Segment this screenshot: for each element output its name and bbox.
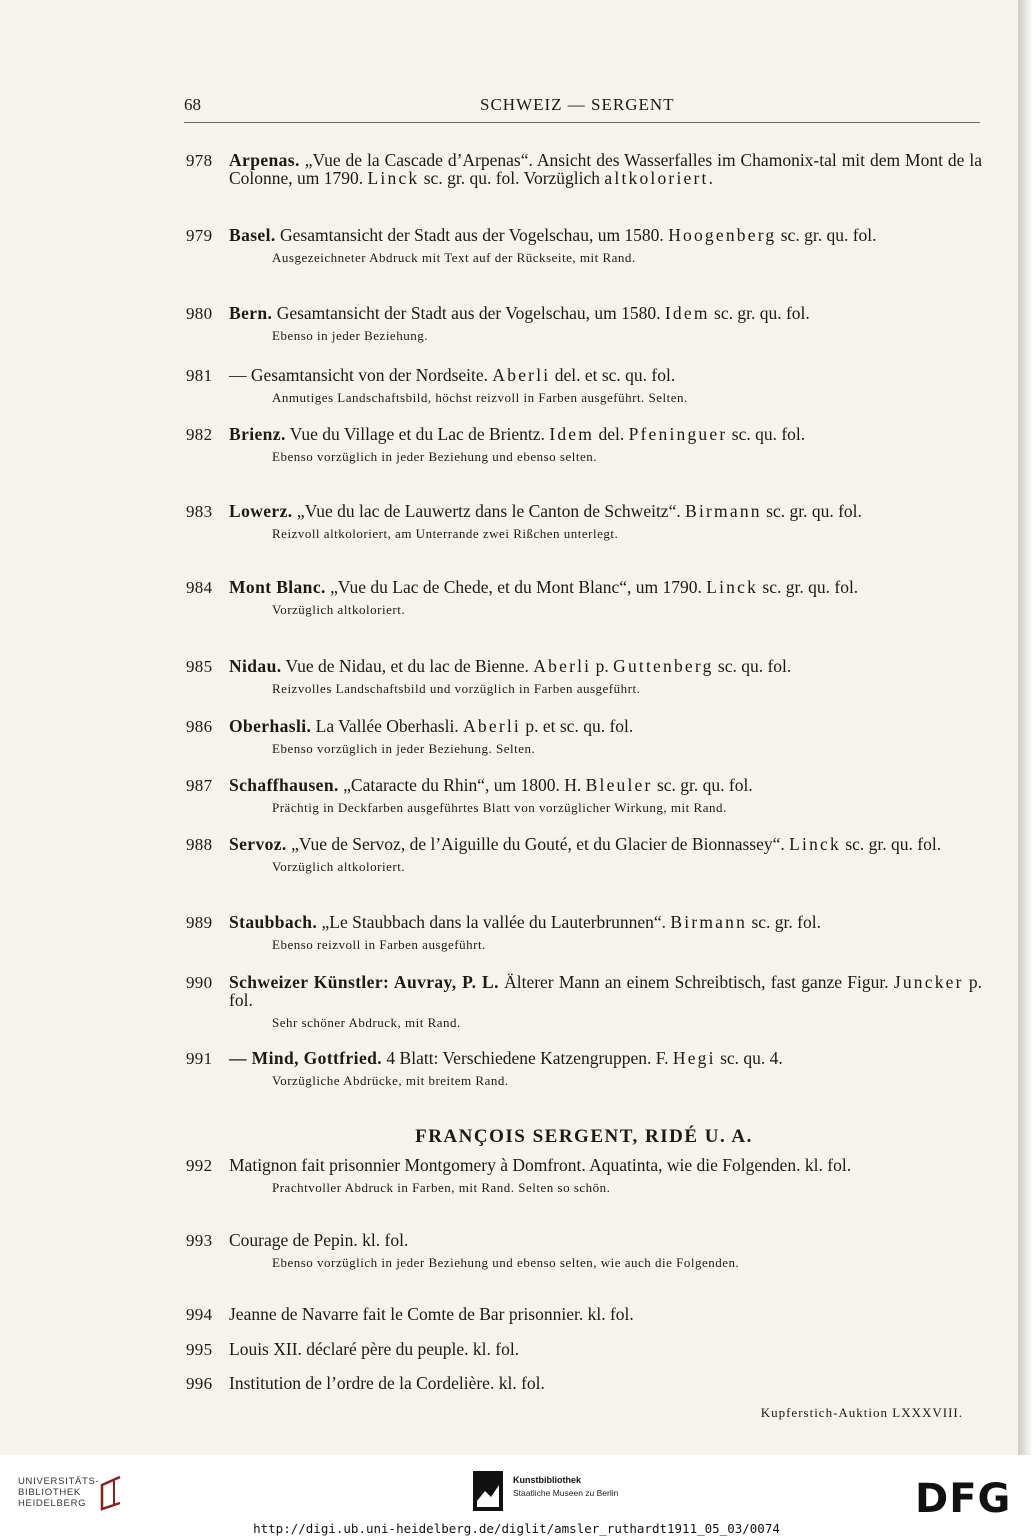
entry-note: Vorzügliche Abdrücke, mit breitem Rand. — [272, 1073, 509, 1088]
artist-name: Aberli — [492, 365, 551, 385]
entry-description: Vue de Nidau, et du lac de Bienne. — [281, 656, 534, 676]
entry-text — [229, 657, 982, 675]
entry-number: 979 — [186, 226, 213, 245]
entry-text — [229, 717, 982, 735]
entry-number: 994 — [186, 1305, 213, 1324]
catalog-entry — [186, 425, 982, 465]
page-number: 68 — [184, 95, 201, 114]
artist-name: Juncker — [893, 972, 964, 992]
entry-description: sc. gr. qu. fol. — [758, 577, 859, 597]
entry-description: p. et sc. qu. fol. — [520, 716, 634, 736]
catalog-entry — [186, 776, 982, 816]
entry-number: 984 — [186, 578, 213, 597]
catalog-entry — [186, 1231, 982, 1271]
university-mark-icon — [92, 1473, 126, 1513]
entry-keyword: Arpenas. — [229, 150, 300, 170]
entry-text — [229, 304, 982, 322]
catalog-entry — [186, 1156, 982, 1196]
entry-description: . — [708, 168, 713, 188]
section-heading: FRANÇOIS SERGENT, RIDÉ U. A. — [415, 1126, 753, 1147]
entry-keyword: Lowerz. — [229, 501, 293, 521]
entry-description: 4 Blatt: Verschiedene Katzengruppen. F. — [382, 1048, 673, 1068]
catalog-entry — [186, 913, 982, 953]
catalog-footer: Kupferstich-Auktion LXXXVIII. — [760, 1405, 963, 1420]
kunstbibliothek-logo-icon[interactable] — [473, 1471, 503, 1511]
entry-number: 982 — [186, 425, 213, 444]
entry-number: 992 — [186, 1156, 213, 1175]
university-library-logo[interactable] — [18, 1476, 99, 1509]
entry-keyword: Schaffhausen. — [229, 775, 339, 795]
entry-description: sc. gr. qu. fol. — [761, 501, 862, 521]
entry-description: Gesamtansicht der Stadt aus der Vogelschau, um 1580. — [272, 303, 665, 323]
artist-name: Hoogenberg — [668, 225, 777, 245]
entry-note: Ausgezeichneter Abdruck mit Text auf der Rückseite, mit Rand. — [272, 250, 636, 265]
kunstbibliothek-name: Kunstbibliothek — [513, 1475, 581, 1485]
entry-note: Vorzüglich altkoloriert. — [272, 602, 406, 617]
entry-number: 993 — [186, 1231, 213, 1250]
entry-description: sc. qu. fol. — [727, 424, 806, 444]
entry-text — [229, 913, 982, 931]
entry-number: 985 — [186, 657, 213, 676]
entry-keyword: Basel. — [229, 225, 276, 245]
logo-text-line: UNIVERSITÄTS- — [18, 1476, 100, 1487]
entry-description: p. — [591, 656, 614, 676]
header-rule — [184, 122, 980, 123]
catalog-entry — [186, 973, 982, 1031]
entry-text — [229, 425, 982, 443]
entry-description: Älterer Mann an einem Schreibtisch, fast ganze Figur. — [498, 972, 894, 992]
entry-number: 991 — [186, 1049, 213, 1068]
entry-text — [229, 502, 982, 520]
logo-text-line: BIBLIOTHEK — [18, 1487, 81, 1498]
entry-description: „Vue de la Cascade d’Arpenas“. Ansicht des Wasserfalles im Chamonix-tal mit dem Mont de la Colonne, um 1790. — [229, 150, 982, 188]
artist-name: Birmann — [670, 912, 748, 932]
artist-name: Aberli — [533, 656, 592, 676]
entry-note: Ebenso vorzüglich in jeder Beziehung und ebenso selten, wie auch die Folgenden. — [272, 1255, 740, 1270]
entry-description: La Vallée Oberhasli. — [311, 716, 464, 736]
entry-keyword: Mont Blanc. — [229, 577, 326, 597]
entry-keyword: Bern. — [229, 303, 273, 323]
catalog-entry — [186, 1374, 982, 1392]
catalog-entry — [186, 366, 982, 406]
entry-number: 981 — [186, 366, 213, 385]
artist-name: Aberli — [463, 716, 521, 736]
entry-description: Vue du Village et du Lac de Brientz. — [285, 424, 550, 444]
running-header: SCHWEIZ — SERGENT — [480, 95, 675, 114]
catalog-entry — [186, 717, 982, 757]
entry-note: Prachtvoller Abdruck in Farben, mit Rand. Selten so schön. — [272, 1180, 611, 1195]
entry-text — [229, 151, 982, 187]
artist-name: Pfeninguer — [628, 424, 728, 444]
catalog-entry — [186, 578, 982, 618]
catalog-entry — [186, 151, 982, 187]
entry-note: Anmutiges Landschaftsbild, höchst reizvoll in Farben ausgeführt. Selten. — [272, 390, 688, 405]
entry-note: Ebenso reizvoll in Farben ausgeführt. — [272, 937, 486, 952]
artist-name: Linck — [789, 834, 841, 854]
entry-description: Gesamtansicht der Stadt aus der Vogelschau, um 1580. — [275, 225, 669, 245]
entry-description: — Gesamtansicht von der Nordseite. — [229, 365, 493, 385]
catalog-entry — [186, 226, 982, 266]
entry-keyword: Brienz. — [229, 424, 286, 444]
catalog-entry — [186, 1305, 982, 1323]
entry-number: 990 — [186, 973, 213, 992]
entry-description: „Vue du lac de Lauwertz dans le Canton de Schweitz“. — [292, 501, 686, 521]
artist-name: Hegi — [672, 1048, 716, 1068]
logo-text-line: HEIDELBERG — [18, 1498, 87, 1509]
entry-text: Matignon fait prisonnier Montgomery à Domfront. Aquatinta, wie die Folgenden. kl. fol. — [229, 1155, 852, 1175]
entry-description: del. — [594, 424, 629, 444]
entry-description: sc. gr. qu. fol. Vorzüglich — [419, 168, 605, 188]
dfg-logo[interactable]: DFG — [915, 1476, 1012, 1522]
entry-number: 988 — [186, 835, 213, 854]
artist-name: Idem — [664, 303, 710, 323]
artist-name: Bleuler — [585, 775, 653, 795]
entry-number: 989 — [186, 913, 213, 932]
entry-note: Reizvoll altkoloriert, am Unterrande zwei Rißchen unterlegt. — [272, 526, 619, 541]
entry-number: 980 — [186, 304, 213, 323]
entry-keyword: Staubbach. — [229, 912, 318, 932]
entry-number: 978 — [186, 151, 213, 170]
entry-text — [229, 226, 982, 244]
catalog-entry — [186, 304, 982, 344]
artist-name: Guttenberg — [613, 656, 714, 676]
entry-text — [229, 776, 982, 794]
page-url[interactable]: http://digi.ub.uni-heidelberg.de/diglit/amsler_ruthardt1911_05_03/0074 — [253, 1521, 780, 1536]
entry-description: sc. gr. qu. fol. — [652, 775, 753, 795]
entry-note: Vorzüglich altkoloriert. — [272, 859, 406, 874]
entry-text: Institution de l’ordre de la Cordelière. kl. fol. — [229, 1373, 545, 1393]
entry-description: „Vue de Servoz, de l’Aiguille du Gouté, et du Glacier de Bionnassey“. — [286, 834, 790, 854]
entry-text — [229, 578, 982, 596]
artist-name: Idem — [549, 424, 595, 444]
entry-note: Ebenso vorzüglich in jeder Beziehung und ebenso selten. — [272, 449, 597, 464]
entry-note: Sehr schöner Abdruck, mit Rand. — [272, 1015, 461, 1030]
entry-number: 983 — [186, 502, 213, 521]
artist-name: Linck — [367, 168, 420, 188]
entry-description: sc. qu. 4. — [715, 1048, 783, 1068]
entry-note: Ebenso in jeder Beziehung. — [272, 328, 428, 343]
entry-keyword: Oberhasli. — [229, 716, 312, 736]
entry-description: sc. qu. fol. — [713, 656, 792, 676]
entry-keyword: Servoz. — [229, 834, 287, 854]
entry-description: sc. gr. qu. fol. — [709, 303, 810, 323]
entry-note: Prächtig in Deckfarben ausgeführtes Blatt von vorzüglicher Wirkung, mit Rand. — [272, 800, 727, 815]
entry-text — [229, 366, 982, 384]
entry-note: Reizvolles Landschaftsbild und vorzüglich in Farben ausgeführt. — [272, 681, 641, 696]
entry-keyword: Schweizer Künstler: Auvray, P. L. — [229, 972, 499, 992]
entry-description: sc. gr. qu. fol. — [776, 225, 877, 245]
entry-description: sc. gr. qu. fol. — [840, 834, 942, 854]
catalog-entry — [186, 835, 982, 875]
artist-name: Linck — [706, 577, 759, 597]
entry-text — [229, 835, 982, 853]
catalog-entry — [186, 657, 982, 697]
entry-text: Louis XII. déclaré père du peuple. kl. fol. — [229, 1339, 520, 1359]
artist-name: altkoloriert — [604, 168, 709, 188]
entry-description: „Cataracte du Rhin“, um 1800. H. — [338, 775, 586, 795]
entry-description: „Le Staubbach dans la vallée du Lauterbrunnen“. — [317, 912, 671, 932]
catalog-entry — [186, 1340, 982, 1358]
entry-keyword: Nidau. — [229, 656, 282, 676]
catalog-entry — [186, 1049, 982, 1089]
entry-note: Ebenso vorzüglich in jeder Beziehung. Selten. — [272, 741, 536, 756]
entry-text: Courage de Pepin. kl. fol. — [229, 1230, 409, 1250]
kunstbibliothek-subtitle: Staatliche Museen zu Berlin — [513, 1488, 619, 1498]
entry-description: sc. gr. fol. — [747, 912, 821, 932]
page-edge — [1018, 0, 1033, 1455]
entry-description: „Vue du Lac de Chede, et du Mont Blanc“, um 1790. — [325, 577, 707, 597]
entry-number: 987 — [186, 776, 213, 795]
entry-text — [229, 973, 982, 1009]
entry-text: Jeanne de Navarre fait le Comte de Bar prisonnier. kl. fol. — [229, 1304, 634, 1324]
entry-number: 996 — [186, 1374, 213, 1393]
entry-description: p. fol. — [229, 972, 982, 1010]
entry-text — [229, 1049, 982, 1067]
entry-description: del. et sc. qu. fol. — [550, 365, 676, 385]
catalog-entry — [186, 502, 982, 542]
entry-keyword: — Mind, Gottfried. — [229, 1048, 383, 1068]
entry-number: 995 — [186, 1340, 213, 1359]
artist-name: Birmann — [685, 501, 762, 521]
entry-number: 986 — [186, 717, 213, 736]
